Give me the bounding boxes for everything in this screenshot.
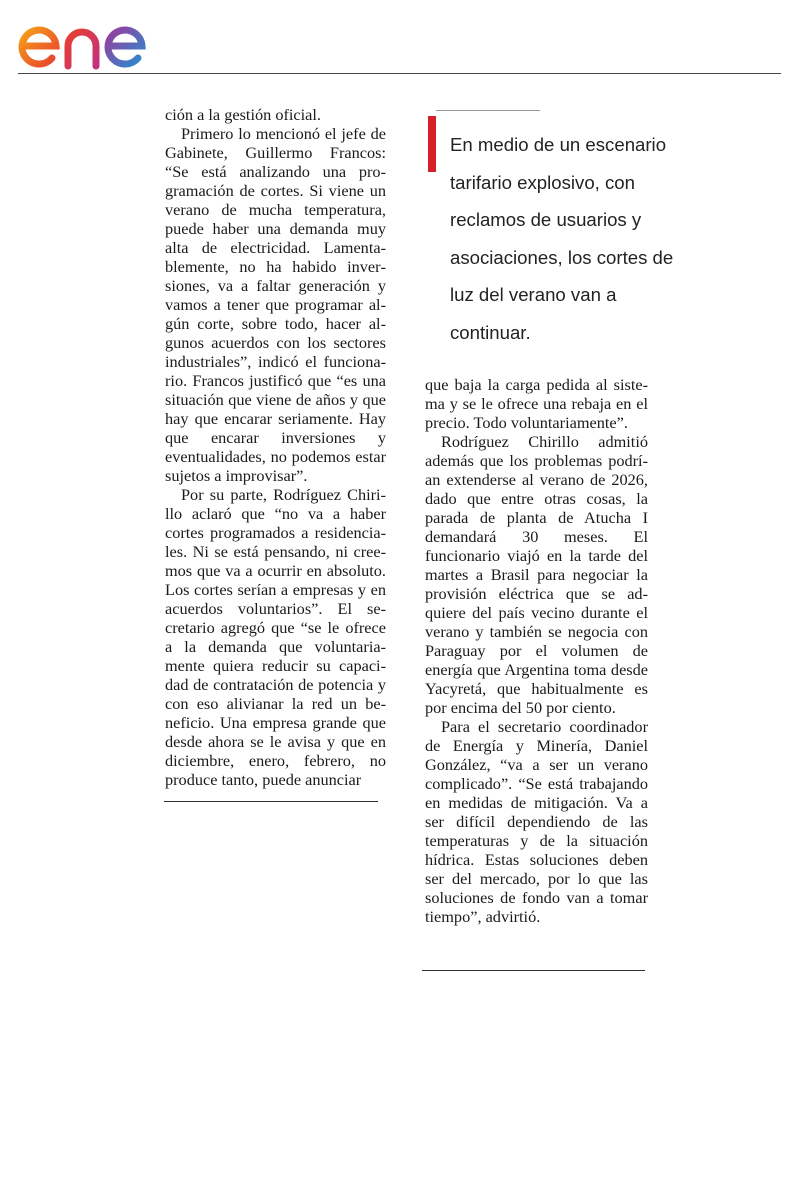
paragraph: ción a la gestión oficial. (165, 105, 321, 124)
column-end-rule (422, 970, 645, 971)
paragraph: Rodríguez Chirillo admitió además que los problemas podrían extenderse al verano de 2026, dado que entre otras cosas, la parada de planta de Atucha I demandará 30 meses. El funcionario viajó en la tarde del martes a Brasil para negociar la provisión eléctrica que se adquiere del país vecino durante el verano y también se negocia con Paraguay por el volumen de energía que Argentina toma desde Yacyretá, que habitualmente es por encima del 50 por ciento. (425, 432, 648, 717)
paragraph: Para el secretario coordinador de Energía y Minería, Daniel González, “va a ser un verano complicado”. “Se está trabajando en medidas de mitigación. Va a ser difícil dependiendo de las temperaturas y de la situación hídrica. Estas soluciones deben ser del mercado, por lo que las soluciones de fondo van a tomar tiempo”, advirtió. (425, 717, 648, 926)
pull-quote-top-rule (436, 110, 540, 111)
pull-quote-accent-bar (428, 116, 436, 172)
pull-quote (428, 110, 678, 360)
enel-logo (16, 8, 180, 70)
column-end-rule (164, 801, 378, 802)
article-column-right (425, 375, 648, 926)
page-header (0, 0, 800, 76)
paragraph: Primero lo mencionó el jefe de Gabinete, Guillermo Francos: “Se está analizando una programación de cortes. Si viene un verano de mucha temperatura, puede haber una demanda muy alta de electricidad. Lamentablemente, no ha habido inversiones, va a faltar generación y vamos a tener que programar algún corte, sobre todo, hacer algunos acuerdos con los sectores industriales”, indicó el funcionario. Francos justificó que “es una situación que viene de años y que hay que encarar seriamente. Hay que encarar inversiones y eventualidades, no podemos estar sujetos a improvisar”. (165, 124, 386, 485)
paragraph: Por su parte, Rodríguez Chirillo aclaró que “no va a haber cortes programados a residenciales. Ni se está pensando, ni creemos que va a ocurrir en absoluto. Los cortes serían a empresas y en acuerdos voluntarios”. El secretario agregó que “se le ofrece a la demanda que voluntariamente quiera reducir su capacidad de contratación de potencia y con eso alivianar la red un beneficio. Una empresa grande que desde ahora se le avisa y que en diciembre, enero, febrero, no produce tanto, puede anunciar (165, 485, 386, 789)
paragraph: que baja la carga pedida al sistema y se le ofrece una rebaja en el precio. Todo voluntariamente”. (425, 375, 648, 432)
article-column-left (165, 105, 386, 789)
pull-quote-text: En medio de un escenario tarifario explosivo, con reclamos de usuarios y asociaciones, los cortes de luz del verano van a continuar. (450, 134, 674, 343)
header-divider (18, 73, 781, 74)
